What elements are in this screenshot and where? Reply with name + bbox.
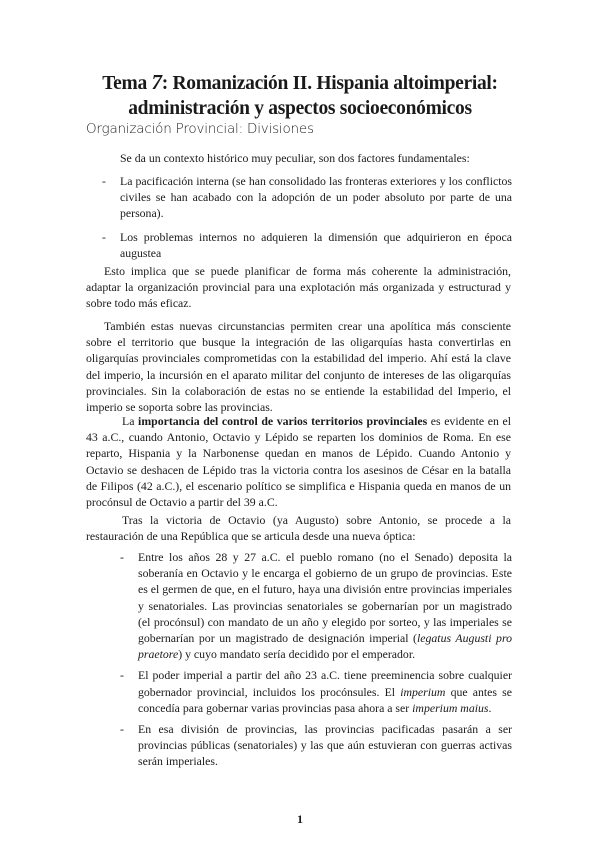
paragraph-tambien: También estas nuevas circunstancias permiten crear una apolítica más consciente sobre el territorio que busque la integración de las oligarquías hasta convertirlas en oligarquías provinciales comprometidas con la estabilidad del imperio. Ahí está la clave del imperio, la incursión en el aparato militar del conjunto de intereses de las oligarquías provinciales. Sin la colaboración de estas no se entiende la estabilidad del Imperio, el imperio se soporta sobre las provincias. bbox=[86, 319, 511, 415]
title-line-2: administración y aspectos socioeconómicos bbox=[128, 98, 472, 119]
paragraph-importancia: La importancia del control de varios territorios provinciales es evidente en el 43 a.C., cuando Antonio, Octavio y Lépido se reparten los dominios de Roma. En ese reparto, Hispania y la Narbonense quedan en manos de Lépido. Cuando Antonio y Octavio se deshacen de Lépido tras la victoria contra los asesinos de César en la batalla de Filipos (42 a.C.), el escenario político se simplifica e Hispania queda en manos de un procónsul de Octavio a partir del 39 a.C. bbox=[86, 414, 511, 510]
list-item: - Los problemas internos no adquieren la dimensión que adquirieron en época augustea bbox=[102, 229, 512, 261]
paragraph-implica: Esto implica que se puede planificar de forma más coherente la administración, adaptar la organización provincial para una explotación más organizada y estructurad y sobre todo más eficaz. bbox=[86, 264, 511, 311]
list-item: - El poder imperial a partir del año 23 a.C. tiene preeminencia sobre cualquier gobernador provincial, incluidos los procónsules. El imperium que antes se concedía para gobernar varias provincias pasa ahora a ser imperium maius. bbox=[120, 667, 512, 716]
page-number: 1 bbox=[297, 812, 303, 826]
title-line-1: Tema 7: Romanización II. Hispania altoimperial: bbox=[102, 70, 498, 94]
list-item: - Entre los años 28 y 27 a.C. el pueblo romano (no el Senado) deposita la soberanía en Octavio y le encarga el gobierno de un grupo de provincias. Este es el germen de que, en el futuro, haya una división entre provincias imperiales y senatoriales. Las provincias senatoriales se gobernarían por un magistrado (el procónsul) con mandato de un año y elegido por sorteo, y las imperiales se gobernarían por un magistrado de designación imperial (legatus Augusti pro praetore) y cuyo mandato sería decidido por el emperador. bbox=[120, 549, 512, 662]
list-item: - La pacificación interna (se han consolidado las fronteras exteriores y los conflictos civiles se han acabado con la adopción de un poder absoluto por parte de una persona). bbox=[102, 173, 512, 222]
bold-emphasis: importancia del control de varios territorios provinciales bbox=[138, 414, 428, 428]
paragraph-victoria: Tras la victoria de Octavio (ya Augusto) sobre Antonio, se procede a la restauración de una República que se articula desde una nueva óptica: bbox=[86, 513, 511, 544]
optica-list bbox=[120, 549, 512, 775]
title-number: 7 bbox=[151, 70, 162, 94]
list-item: - En esa división de provincias, las provincias pacificadas pasarán a ser provincias públicas (senatoriales) y las que aún estuvieran con guerras activas serán imperiales. bbox=[120, 721, 512, 770]
page-title bbox=[60, 70, 540, 121]
section-heading: Organización Provincial: Divisiones bbox=[86, 121, 314, 137]
intro-paragraph: Se da un contexto histórico muy peculiar, son dos factores fundamentales: bbox=[120, 151, 470, 165]
factors-list bbox=[102, 173, 512, 266]
